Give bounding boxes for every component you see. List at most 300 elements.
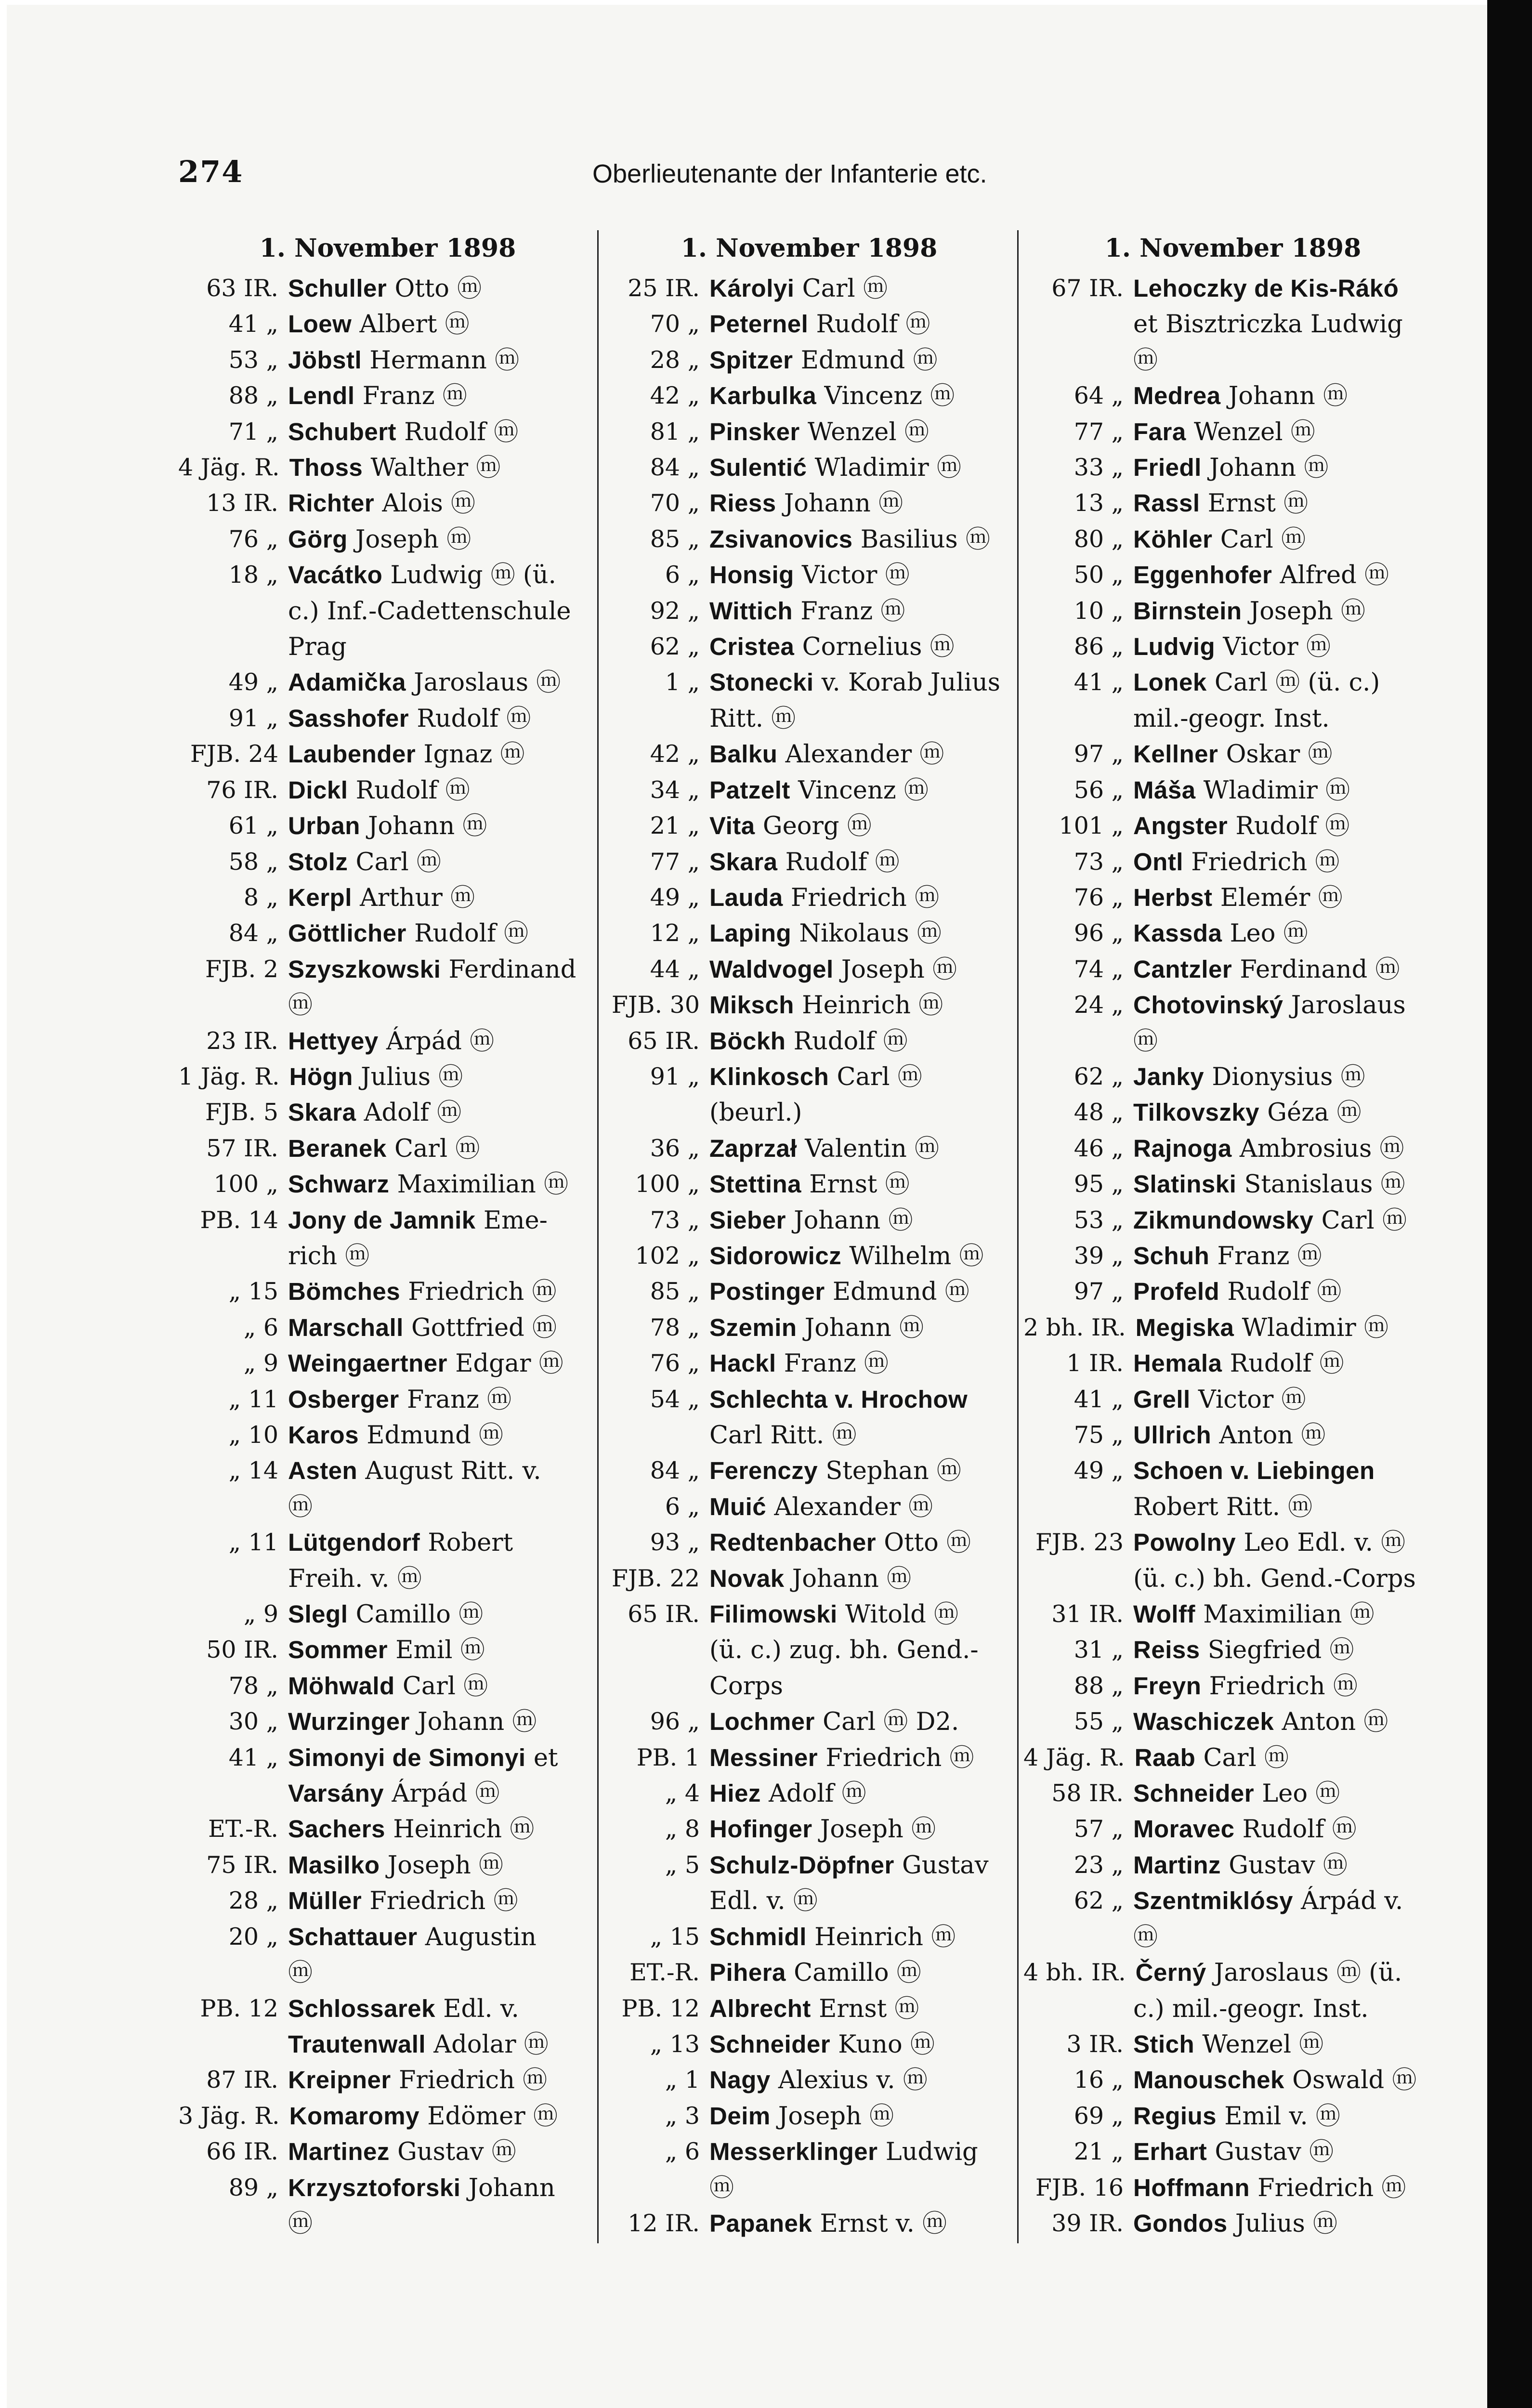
surname: Hofinger bbox=[709, 1815, 812, 1843]
entry-text bbox=[709, 1131, 1019, 1166]
list-entry bbox=[178, 736, 597, 772]
entry-detail: Corps bbox=[709, 1672, 783, 1701]
list-entry bbox=[600, 1059, 1019, 1095]
unit-number: 4 bh. IR. bbox=[1023, 1959, 1126, 1987]
surname: Deim bbox=[709, 2102, 771, 2130]
surname: Regius bbox=[1133, 2102, 1217, 2130]
unit-number: 102 „ bbox=[635, 1242, 700, 1269]
entry-detail: Joseph ⓜ bbox=[380, 1851, 503, 1880]
entry-detail: Johann ⓜ bbox=[784, 1564, 912, 1593]
surname: Skara bbox=[288, 1099, 356, 1126]
unit-number: „ 6 bbox=[243, 1313, 278, 1341]
list-entry bbox=[600, 1310, 1019, 1346]
unit-number: 31 IR. bbox=[1051, 1600, 1124, 1628]
entry-text bbox=[1133, 593, 1442, 629]
entry-detail: Edmund ⓜ bbox=[825, 1278, 969, 1307]
unit-number: FJB. 30 bbox=[611, 991, 700, 1019]
entry-text bbox=[709, 1811, 1019, 1847]
entry-text bbox=[288, 665, 597, 700]
surname: Dickl bbox=[288, 776, 348, 804]
unit-number: 6 „ bbox=[665, 1492, 700, 1520]
surname: Lochmer bbox=[709, 1708, 815, 1736]
entry-detail: mil.-geogr. Inst. bbox=[1133, 704, 1330, 733]
unit-number: 49 „ bbox=[650, 883, 700, 911]
list-entry bbox=[178, 1059, 597, 1095]
entry-text bbox=[709, 1991, 1019, 2027]
entry-detail: Edgar ⓜ bbox=[447, 1349, 563, 1378]
surname: Zsivanovics bbox=[709, 525, 853, 553]
unit-number: 10 „ bbox=[1074, 597, 1124, 625]
entry-text bbox=[709, 2170, 1019, 2206]
entry-detail: Wilhelm ⓜ bbox=[841, 1242, 984, 1270]
list-entry bbox=[600, 1561, 1019, 1597]
unit-number: 85 „ bbox=[650, 525, 700, 553]
surname: Jöbstl bbox=[288, 346, 362, 374]
entry-text bbox=[288, 1991, 597, 2027]
unit-number: 23 „ bbox=[1074, 1851, 1124, 1879]
unit-number: 28 „ bbox=[650, 346, 700, 374]
list-entry bbox=[600, 1597, 1019, 1632]
entry-detail: Friedrich ⓜ bbox=[1201, 1672, 1358, 1701]
entry-text bbox=[288, 1382, 597, 1417]
entry-detail: Gustav bbox=[894, 1851, 989, 1880]
entry-text bbox=[288, 916, 597, 951]
list-entry bbox=[600, 2170, 1019, 2206]
unit-number: 78 „ bbox=[650, 1313, 700, 1341]
entry-text bbox=[709, 2027, 1019, 2062]
entry-detail: Oswald ⓜ bbox=[1284, 2066, 1417, 2095]
list-entry bbox=[600, 880, 1019, 916]
surname: Köhler bbox=[1133, 525, 1213, 553]
entry-text bbox=[1133, 1059, 1442, 1095]
entry-text bbox=[709, 1919, 1019, 1955]
column-heading: 1. November 1898 bbox=[259, 234, 516, 263]
entry-text bbox=[1133, 1417, 1442, 1453]
entry-detail: Alois ⓜ bbox=[374, 489, 475, 518]
surname: Schmidl bbox=[709, 1923, 807, 1950]
surname: Redtenbacher bbox=[709, 1529, 877, 1557]
entry-detail: Victor ⓜ bbox=[1190, 1385, 1306, 1414]
surname: Loew bbox=[288, 310, 352, 338]
surname: Klinkosch bbox=[709, 1062, 829, 1090]
unit-number: 65 IR. bbox=[628, 1027, 700, 1055]
unit-number: FJB. 23 bbox=[1035, 1529, 1124, 1557]
entry-text bbox=[288, 1023, 597, 1059]
entry-text bbox=[1133, 1166, 1442, 1202]
entry-detail: Ernst v. ⓜ bbox=[812, 2209, 947, 2238]
entry-detail: Edmund ⓜ bbox=[793, 346, 938, 375]
unit-number: 91 „ bbox=[228, 704, 278, 732]
entry-text bbox=[709, 1417, 1019, 1453]
entry-detail: (ü. c.) zug. bh. Gend.- bbox=[709, 1636, 979, 1665]
list-entry bbox=[600, 2134, 1019, 2170]
list-entry bbox=[600, 522, 1019, 557]
surname: Simonyi de Simonyi bbox=[288, 1743, 526, 1771]
surname: Högn bbox=[289, 1062, 353, 1090]
entry-text bbox=[1133, 1525, 1442, 1560]
surname: Gondos bbox=[1133, 2209, 1228, 2237]
entry-detail: Ernst ⓜ bbox=[801, 1170, 910, 1199]
list-entry bbox=[1023, 1166, 1442, 1202]
unit-number: 64 „ bbox=[1074, 382, 1124, 410]
entry-detail: Carl Ritt. ⓜ bbox=[709, 1421, 857, 1450]
list-entry bbox=[1023, 1776, 1442, 1811]
unit-number: 75 IR. bbox=[206, 1851, 278, 1879]
entry-detail: Rudolf ⓜ bbox=[808, 310, 930, 339]
surname: Stich bbox=[1133, 2030, 1195, 2058]
entry-text bbox=[1133, 665, 1442, 700]
entry-detail: Friedrich ⓜ bbox=[1249, 2173, 1406, 2202]
unit-number: 85 „ bbox=[650, 1278, 700, 1306]
unit-number: „ 8 bbox=[665, 1815, 700, 1843]
entry-detail: Carl ⓜ bbox=[348, 848, 441, 877]
unit-number bbox=[1023, 1023, 1133, 1059]
list-entry bbox=[178, 1238, 597, 1274]
unit-number: 73 „ bbox=[650, 1206, 700, 1234]
entry-detail: Friedrich ⓜ bbox=[1183, 848, 1340, 877]
unit-number: 12 „ bbox=[650, 919, 700, 947]
unit-number: 36 „ bbox=[650, 1134, 700, 1162]
entry-detail: Edömer ⓜ bbox=[419, 2102, 558, 2131]
entry-detail: Johann ⓜ bbox=[409, 1708, 537, 1737]
entry-text bbox=[288, 952, 597, 987]
list-entry bbox=[1023, 1847, 1442, 1883]
entry-text bbox=[1133, 880, 1442, 916]
list-entry bbox=[1023, 557, 1442, 593]
unit-number: 76 IR. bbox=[206, 776, 278, 804]
list-entry bbox=[600, 665, 1019, 700]
list-entry bbox=[600, 1274, 1019, 1309]
list-entry bbox=[600, 1919, 1019, 1955]
unit-number: 3 Jäg. R. bbox=[178, 2102, 280, 2130]
list-entry bbox=[600, 1382, 1019, 1417]
entry-detail: Franz ⓜ bbox=[776, 1349, 889, 1378]
entry-text bbox=[289, 2098, 597, 2134]
entry-detail: Carl ⓜ bbox=[394, 1672, 488, 1701]
entry-detail: Camillo ⓜ bbox=[786, 1959, 921, 1988]
unit-number: 65 IR. bbox=[628, 1600, 700, 1628]
surname: Osberger bbox=[288, 1385, 399, 1413]
surname: Görg bbox=[288, 525, 348, 553]
entry-text bbox=[709, 1668, 1019, 1704]
list-entry bbox=[1023, 1346, 1442, 1381]
unit-number: 97 „ bbox=[1074, 740, 1124, 768]
list-entry bbox=[600, 1811, 1019, 1847]
list-entry bbox=[1023, 952, 1442, 987]
entry-text bbox=[1133, 1919, 1442, 1955]
entry-text bbox=[709, 1382, 1019, 1417]
list-entry bbox=[178, 2062, 597, 2098]
list-entry bbox=[600, 342, 1019, 378]
surname: Pinsker bbox=[709, 418, 800, 445]
entry-detail: Dionysius ⓜ bbox=[1204, 1062, 1365, 1091]
list-entry bbox=[178, 1310, 597, 1346]
unit-number: „ 13 bbox=[650, 2030, 700, 2058]
entry-text bbox=[1133, 2027, 1442, 2062]
entry-text bbox=[709, 306, 1019, 342]
entry-text bbox=[1133, 2098, 1442, 2134]
list-entry bbox=[178, 1740, 597, 1776]
unit-number: 25 IR. bbox=[628, 275, 700, 302]
unit-number: 91 „ bbox=[650, 1062, 700, 1090]
surname: Lauda bbox=[709, 883, 783, 911]
unit-number: „ 15 bbox=[650, 1923, 700, 1950]
surname: Hettyey bbox=[288, 1027, 379, 1055]
entry-detail: Rudolf ⓜ bbox=[396, 418, 519, 446]
surname: Nagy bbox=[709, 2066, 771, 2094]
entry-detail: Nikolaus ⓜ bbox=[791, 919, 942, 948]
list-entry bbox=[178, 808, 597, 844]
entry-detail: Wenzel ⓜ bbox=[1186, 418, 1315, 446]
list-entry bbox=[178, 952, 597, 987]
list-entry bbox=[1023, 306, 1442, 342]
list-entry bbox=[178, 665, 597, 700]
entry-detail: Friedrich ⓜ bbox=[362, 1887, 518, 1916]
unit-number: 34 „ bbox=[650, 776, 700, 804]
entry-detail: ⓜ bbox=[1133, 346, 1158, 375]
surname: Ullrich bbox=[1133, 1421, 1212, 1449]
list-entry bbox=[600, 593, 1019, 629]
unit-number: 41 „ bbox=[1074, 668, 1124, 696]
entry-text bbox=[1136, 1310, 1442, 1346]
unit-number: 46 „ bbox=[1074, 1134, 1124, 1162]
list-entry bbox=[600, 1346, 1019, 1381]
entry-text bbox=[288, 1274, 597, 1309]
entry-detail: Joseph ⓜ bbox=[1242, 597, 1365, 626]
list-entry bbox=[1023, 1668, 1442, 1704]
entry-text bbox=[709, 2098, 1019, 2134]
unit-number: 69 „ bbox=[1074, 2102, 1124, 2130]
surname: Ontl bbox=[1133, 848, 1183, 876]
entry-text bbox=[709, 2206, 1019, 2241]
list-entry bbox=[1023, 880, 1442, 916]
surname: Masilko bbox=[288, 1851, 380, 1879]
entry-detail: Franz ⓜ bbox=[399, 1385, 512, 1414]
entry-detail: Rudolf ⓜ bbox=[1219, 1278, 1342, 1307]
unit-number: 53 „ bbox=[228, 346, 278, 374]
entry-text bbox=[288, 485, 597, 521]
entry-detail: Franz ⓜ bbox=[793, 597, 905, 626]
surname: Zaprzał bbox=[709, 1134, 798, 1162]
surname: Filimowski bbox=[709, 1600, 838, 1628]
list-entry bbox=[178, 306, 597, 342]
list-entry bbox=[600, 772, 1019, 808]
entry-text bbox=[288, 2170, 597, 2206]
list-entry bbox=[600, 701, 1019, 736]
surname: Martinez bbox=[288, 2138, 390, 2166]
entry-detail: Adolf ⓜ bbox=[356, 1099, 462, 1127]
list-entry bbox=[600, 2062, 1019, 2098]
unit-number: FJB. 16 bbox=[1035, 2173, 1124, 2201]
entry-detail: Joseph ⓜ bbox=[347, 525, 471, 554]
unit-number bbox=[600, 1883, 709, 1919]
list-entry bbox=[178, 1811, 597, 1847]
surname: Hemala bbox=[1133, 1349, 1222, 1377]
surname: Stettina bbox=[709, 1170, 802, 1198]
list-entry bbox=[1023, 1203, 1442, 1238]
list-entry bbox=[600, 2098, 1019, 2134]
unit-number: 2 bh. IR. bbox=[1023, 1313, 1126, 1341]
entry-text bbox=[288, 629, 597, 665]
unit-number: 67 IR. bbox=[1051, 275, 1124, 302]
list-entry bbox=[1023, 1274, 1442, 1309]
entry-text bbox=[709, 450, 1019, 485]
unit-number: „ 10 bbox=[228, 1421, 278, 1449]
list-entry bbox=[1023, 1919, 1442, 1955]
unit-number: 24 „ bbox=[1074, 991, 1124, 1019]
unit-number: 13 „ bbox=[1074, 489, 1124, 517]
entry-text bbox=[288, 378, 597, 414]
entry-detail: Géza ⓜ bbox=[1259, 1099, 1362, 1127]
unit-number: 101 „ bbox=[1059, 812, 1124, 840]
unit-number bbox=[600, 1095, 709, 1130]
entry-detail: (ü. c.) bh. Gend.-Corps bbox=[1133, 1564, 1416, 1593]
entry-text bbox=[1133, 1382, 1442, 1417]
list-entry bbox=[178, 1847, 597, 1883]
surname: Stonecki bbox=[709, 668, 814, 696]
entry-detail: Hermann ⓜ bbox=[362, 346, 520, 375]
entry-text bbox=[1133, 378, 1442, 414]
entry-text bbox=[288, 1417, 597, 1453]
entry-text bbox=[1133, 1453, 1442, 1489]
surname: Lehoczky de Kis-Rákó bbox=[1133, 275, 1399, 302]
entry-detail: ⓜ bbox=[288, 1492, 313, 1521]
entry-text bbox=[709, 342, 1019, 378]
list-entry bbox=[178, 1203, 597, 1238]
unit-number: 44 „ bbox=[650, 955, 700, 983]
list-entry bbox=[1023, 522, 1442, 557]
entry-text bbox=[288, 701, 597, 736]
entry-detail: Alexander ⓜ bbox=[766, 1492, 933, 1521]
surname: Miksch bbox=[709, 991, 794, 1019]
entry-detail: Heinrich ⓜ bbox=[385, 1815, 535, 1844]
unit-number: 18 „ bbox=[228, 561, 278, 589]
surname: Skara bbox=[709, 848, 778, 876]
entry-text bbox=[288, 1203, 597, 1238]
entry-detail: Jaroslaus bbox=[1283, 991, 1406, 1020]
list-entry bbox=[1023, 1811, 1442, 1847]
list-entry bbox=[1023, 2098, 1442, 2134]
list-entry bbox=[1023, 1597, 1442, 1632]
list-entry bbox=[600, 2027, 1019, 2062]
entry-text bbox=[1133, 736, 1442, 772]
list-entry bbox=[1023, 2170, 1442, 2206]
entry-text bbox=[288, 1847, 597, 1883]
unit-number: „ 1 bbox=[665, 2066, 700, 2094]
list-entry bbox=[600, 1453, 1019, 1489]
surname: Trautenwall bbox=[288, 2030, 426, 2058]
surname: Friedl bbox=[1133, 454, 1202, 482]
list-entry bbox=[1023, 2027, 1442, 2062]
unit-number: „ 14 bbox=[228, 1457, 278, 1485]
entry-detail: Carl ⓜ D2. bbox=[814, 1708, 959, 1737]
unit-number: FJB. 24 bbox=[190, 740, 278, 768]
entry-text bbox=[288, 1525, 597, 1560]
surname: Novak bbox=[709, 1564, 785, 1592]
unit-number: 97 „ bbox=[1074, 1278, 1124, 1306]
entry-text bbox=[709, 1238, 1019, 1274]
surname: Albrecht bbox=[709, 1994, 811, 2022]
entry-text bbox=[1133, 1095, 1442, 1130]
surname: Lütgendorf bbox=[288, 1529, 420, 1557]
unit-number: 50 IR. bbox=[206, 1636, 278, 1664]
list-entry bbox=[178, 880, 597, 916]
entry-detail: Rudolf ⓜ bbox=[1234, 1815, 1357, 1844]
list-entry bbox=[600, 629, 1019, 665]
entry-detail: Leo Edl. v. ⓜ bbox=[1236, 1529, 1406, 1557]
entry-text bbox=[709, 1095, 1019, 1130]
unit-number bbox=[1023, 1919, 1133, 1955]
unit-number: „ 5 bbox=[665, 1851, 700, 1879]
entry-detail: Wenzel ⓜ bbox=[799, 418, 929, 446]
unit-number bbox=[600, 701, 709, 736]
unit-number: 54 „ bbox=[650, 1385, 700, 1413]
surname: Cristea bbox=[709, 633, 795, 661]
list-entry bbox=[178, 629, 597, 665]
surname: Schwarz bbox=[288, 1170, 390, 1198]
unit-number: 96 „ bbox=[1074, 919, 1124, 947]
list-entry bbox=[600, 1166, 1019, 1202]
surname: Schneider bbox=[709, 2030, 831, 2058]
entry-text bbox=[709, 1203, 1019, 1238]
unit-number: 21 „ bbox=[1074, 2138, 1124, 2166]
entry-detail: Leo ⓜ bbox=[1254, 1780, 1340, 1808]
unit-number: 53 „ bbox=[1074, 1206, 1124, 1234]
unit-number: „ 11 bbox=[228, 1529, 278, 1557]
entry-text bbox=[1133, 1883, 1442, 1919]
list-entry bbox=[178, 772, 597, 808]
entry-text bbox=[1133, 987, 1442, 1023]
surname: Sulentić bbox=[709, 454, 807, 482]
entry-text bbox=[709, 522, 1019, 557]
entry-detail: Siegfried ⓜ bbox=[1200, 1636, 1354, 1665]
surname: Megiska bbox=[1135, 1313, 1234, 1341]
surname: Birnstein bbox=[1133, 597, 1242, 625]
unit-number: 12 IR. bbox=[628, 2209, 700, 2237]
entry-text bbox=[1133, 1668, 1442, 1704]
surname: Wurzinger bbox=[288, 1708, 410, 1736]
surname: Richter bbox=[288, 489, 375, 517]
surname: Ferenczy bbox=[709, 1457, 818, 1485]
entry-text bbox=[288, 1346, 597, 1381]
entry-text bbox=[709, 1883, 1019, 1919]
entry-text bbox=[289, 450, 597, 485]
unit-number: PB. 1 bbox=[636, 1743, 700, 1771]
entry-detail: ⓜ bbox=[709, 2173, 734, 2202]
entry-detail: Victor ⓜ bbox=[1215, 633, 1331, 662]
entry-text bbox=[288, 1095, 597, 1130]
unit-number bbox=[178, 2027, 288, 2062]
list-entry bbox=[1023, 2134, 1442, 2170]
unit-number: 58 IR. bbox=[1051, 1780, 1124, 1807]
entry-text bbox=[709, 1346, 1019, 1381]
entry-text bbox=[709, 414, 1019, 450]
surname: Beranek bbox=[288, 1134, 387, 1162]
entry-text bbox=[288, 1489, 597, 1525]
entry-text bbox=[288, 1310, 597, 1346]
surname: Honsig bbox=[709, 561, 794, 589]
surname: Urban bbox=[288, 812, 360, 840]
unit-number: 16 „ bbox=[1074, 2066, 1124, 2094]
unit-number: 70 „ bbox=[650, 489, 700, 517]
entry-text bbox=[1133, 772, 1442, 808]
list-entry bbox=[1023, 1740, 1442, 1776]
list-entry bbox=[1023, 916, 1442, 951]
unit-number: 1 „ bbox=[665, 668, 700, 696]
page-number: 274 bbox=[178, 154, 244, 189]
surname: Kassda bbox=[1133, 919, 1222, 947]
list-entry bbox=[178, 1704, 597, 1740]
